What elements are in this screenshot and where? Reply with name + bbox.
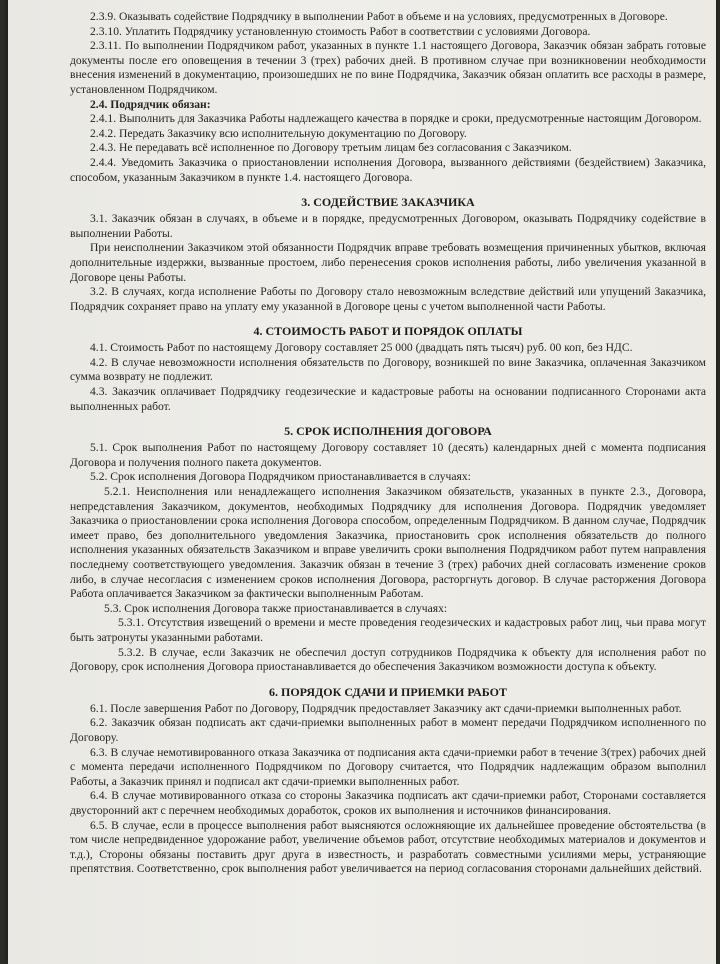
clause-paragraph: 2.3.11. По выполнении Подрядчиком работ, указанных в пункте 1.1 настоящего Договора, Заказчик обязан забрать готовые документы после его оповещения в течении 3 (трех) рабочих дней. В противном случае при возникновении необходимости внесения изменений в документацию, произошедших не по вине Подрядчика, Заказчик обязан оплатить все расходы в размере, установленном Подрядчиком.	[70, 39, 706, 96]
clause-paragraph: 5.3. Срок исполнения Договора также приостанавливается в случаях:	[104, 601, 448, 615]
section-heading: 5. СРОК ИСПОЛНЕНИЯ ДОГОВОРА	[284, 424, 492, 439]
clause-paragraph: 5.2. Срок исполнения Договора Подрядчиком приостанавливается в случаях:	[90, 470, 471, 484]
section-heading: 3. СОДЕЙСТВИЕ ЗАКАЗЧИКА	[301, 195, 475, 210]
clause-paragraph: 4.2. В случае невозможности исполнения обязательств по Договору, возникшей по вине Заказчика, оплаченная Заказчиком сумма возврату не подлежит.	[70, 355, 706, 384]
clause-paragraph: 6.2. Заказчик обязан подписать акт сдачи-приемки выполненных работ в момент передачи Подрядчиком исполненного по Договору.	[70, 716, 706, 744]
document-body	[70, 10, 706, 877]
clause-paragraph: 6.1. После завершения Работ по Договору, Подрядчик предоставляет Заказчику акт сдачи-приемки выполненных работ.	[90, 701, 682, 715]
clause-paragraph: 2.3.9. Оказывать содействие Подрядчику в выполнении Работ в объеме и на условиях, предусмотренных в Договоре.	[90, 10, 668, 23]
clause-paragraph: 4.1. Стоимость Работ по настоящему Договору составляет 25 000 (двадцать пять тысяч) руб. 00 коп, без НДС.	[90, 341, 633, 355]
clause-paragraph: 2.4.2. Передать Заказчику всю исполнительную документацию по Договору.	[90, 126, 467, 140]
section-heading: 4. СТОИМОСТЬ РАБОТ И ПОРЯДОК ОПЛАТЫ	[253, 324, 523, 339]
clause-paragraph: 2.4.1. Выполнить для Заказчика Работы надлежащего качества в порядке и сроки, предусмотренные настоящим Договором.	[90, 112, 702, 126]
clause-paragraph: 5.3.1. Отсутствия извещений о времени и месте проведения геодезических и кадастровых работ лиц, чьи права могут быть затронуты указанными работами.	[70, 616, 706, 644]
clause-paragraph: 3.1. Заказчик обязан в случаях, в объеме и в порядке, предусмотренных Договором, оказывать Подрядчику содействие в выполнении Работы.	[70, 212, 706, 240]
clause-paragraph: 5.3.2. В случае, если Заказчик не обеспечил доступ сотрудников Подрядчика к объекту для исполнения работ по Договору, срок исполнения Договора приостанавливается до обеспечения Заказчиком возможности доступа к объекту.	[70, 645, 706, 674]
document-page	[8, 0, 716, 964]
subsection-heading: 2.4. Подрядчик обязан:	[90, 97, 211, 111]
clause-paragraph: 3.2. В случаях, когда исполнение Работы по Договору стало невозможным вследствие действий или упущений Заказчика, Подрядчик сохраняет право на уплату ему указанной в Договоре цены с учетом выполненной части Работы.	[70, 285, 706, 313]
clause-paragraph: 5.2.1. Неисполнения или ненадлежащего исполнения Заказчиком обязательств, указанных в пункте 2.3., Договора, непредставления Заказчиком, документов, необходимых Подрядчику для исполнения Договора. Подрядчик уведомляет Заказчика о приостановлении срока исполнения Договора способом, определенным Подрядчиком. В данном случае, Подрядчик имеет право, без дополнительного уведомления Заказчика, приостановить срок исполнения обязательств до полного исполнения указанных обязательств Заказчиком и вправе увеличить сроки выполнения Подрядчиком работ путем направления последнему соответствующего уведомления. Заказчик обязан в течение 3 (трех) рабочих дней согласовать изменение сроков либо, в случае несогласия с изменением сроков исполнения Договора, расторгнуть договор. В случае расторжения Договора Работа оплачивается Заказчиком за фактически выполненным Работам.	[70, 485, 706, 601]
clause-paragraph: При неисполнении Заказчиком этой обязанности Подрядчик вправе требовать возмещения причиненных убытков, включая дополнительные издержки, вызванные простоем, либо перенесения сроков исполнения работы, либо увеличения указанной в Договоре цены Работы.	[70, 241, 706, 284]
section-heading: 6. ПОРЯДОК СДАЧИ И ПРИЕМКИ РАБОТ	[268, 684, 507, 699]
clause-paragraph: 2.4.3. Не передавать всё исполненное по Договору третьим лицам без согласования с Заказчиком.	[90, 141, 572, 155]
clause-paragraph: 4.3. Заказчик оплачивает Подрядчику геодезические и кадастровые работы на основании подписанного Сторонами акта выполненных работ.	[70, 385, 706, 413]
clause-paragraph: 5.1. Срок выполнения Работ по настоящему Договору составляет 10 (десять) календарных дней с момента подписания Договора и получения полного пакета документов.	[70, 441, 706, 469]
clause-paragraph: 2.3.10. Уплатить Подрядчику установленную стоимость Работ в соответствии с условиями Договора.	[90, 24, 591, 38]
clause-paragraph: 2.4.4. Уведомить Заказчика о приостановлении исполнения Договора, вызванного действиями (бездействием) Заказчика, способом, указанным Заказчиком в пункте 1.4. настоящего Договора.	[70, 155, 706, 184]
clause-paragraph: 6.4. В случае мотивированного отказа со стороны Заказчика подписать акт сдачи-приемки работ, Сторонами составляется двусторонний акт с перечнем необходимых доработок, сроков их выполнения и источников финансирования.	[70, 789, 706, 817]
clause-paragraph: 6.3. В случае немотивированного отказа Заказчика от подписания акта сдачи-приемки работ в течение 3(трех) рабочих дней с момента передачи исполненного Подрядчиком по Договору считается, что Подрядчик надлежащим образом выполнил Работы, а Заказчик принял и подписал акт сдачи-приемки выполненных работ.	[70, 745, 706, 788]
clause-paragraph: 6.5. В случае, если в процессе выполнения работ выясняются осложняющие их дальнейшее проведение обстоятельства (в том числе непредвиденное удорожание работ, увеличение объемов работ, отсутствие необходимых материалов и документов и т.д.), Стороны обязаны поставить друг друга в известность, и разработать совместными усилиями меры, устраняющие препятствия. Соответственно, срок выполнения работ увеличивается на период согласования сторонами дальнейших действий.	[70, 818, 706, 876]
